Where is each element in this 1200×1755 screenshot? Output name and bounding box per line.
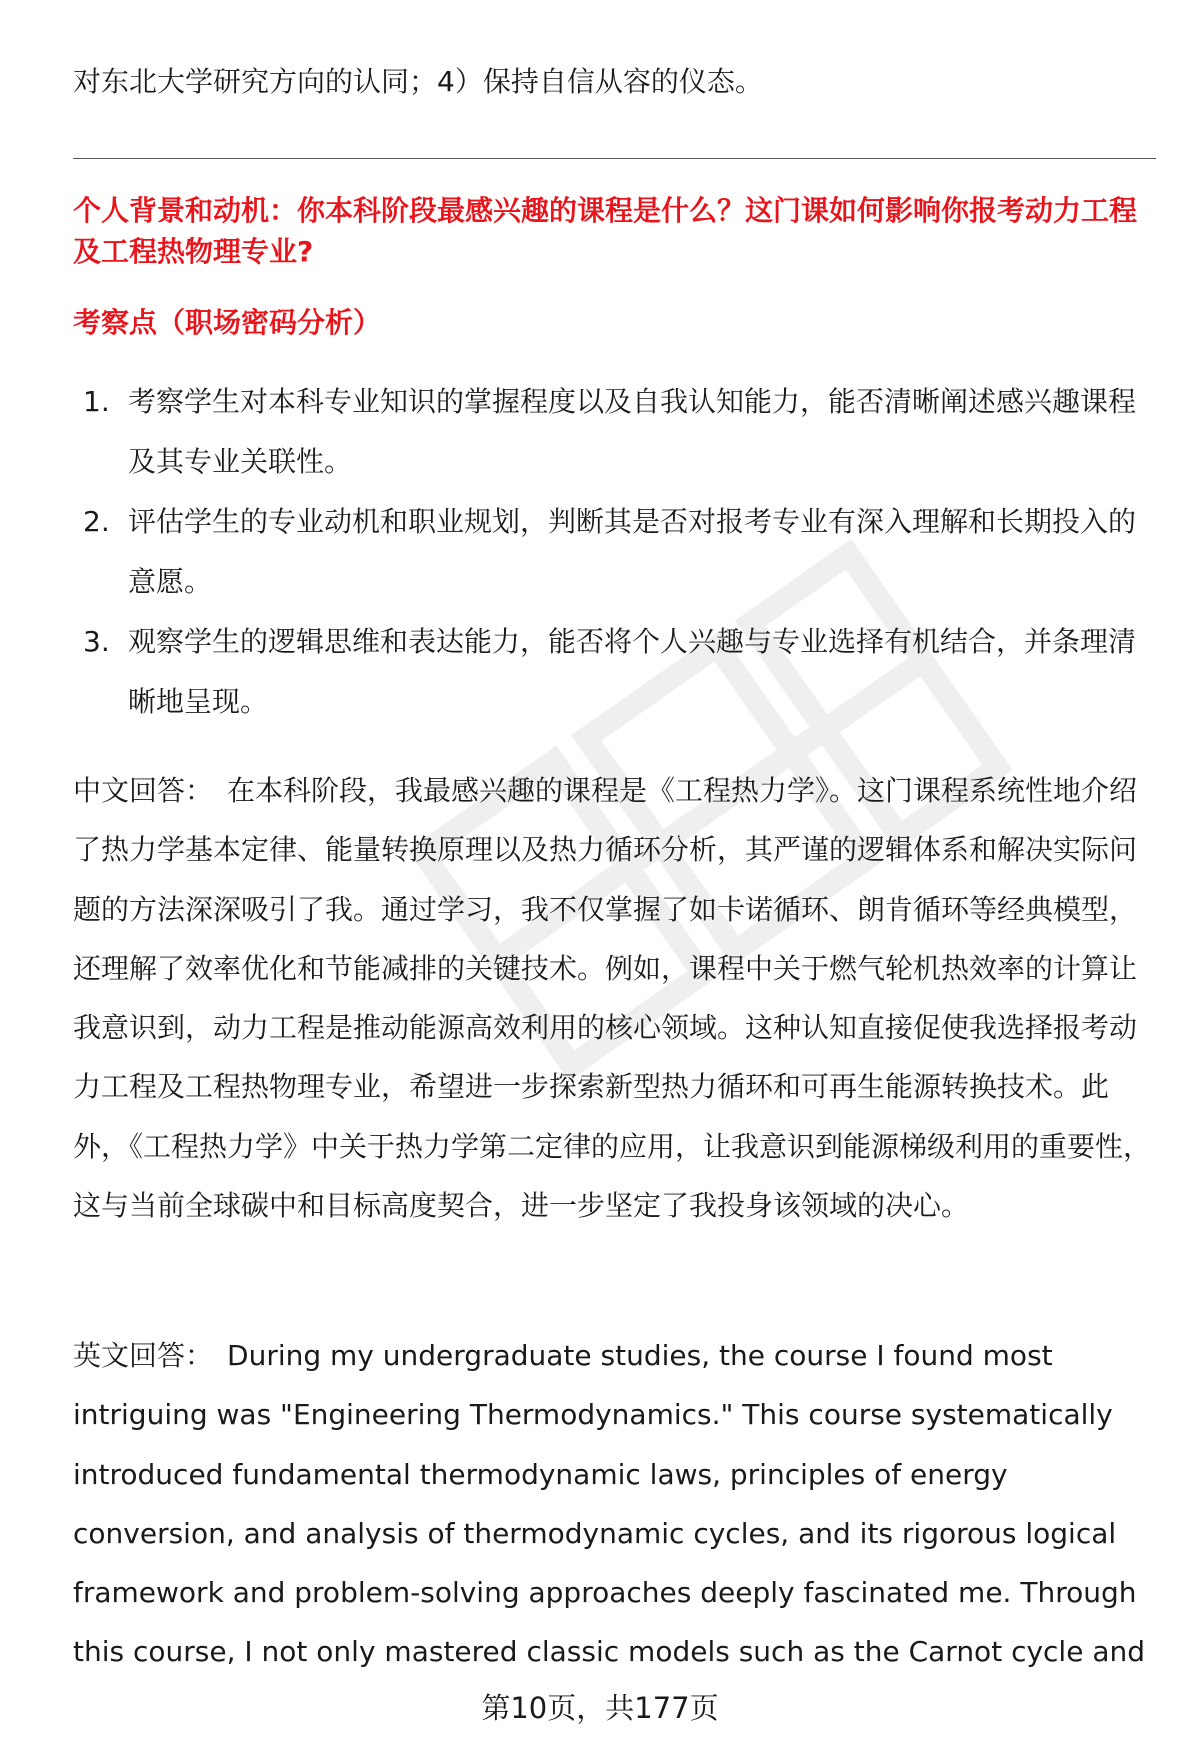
- list-item-text: 评估学生的专业动机和职业规划，判断其是否对报考专业有深入理解和长期投入的意愿。: [128, 505, 1137, 598]
- list-item-number: 2.: [83, 505, 110, 538]
- list-item: [73, 492, 1156, 612]
- assessment-points-heading: 考察点（职场密码分析）: [73, 306, 382, 339]
- previous-answer-tail: 对东北大学研究方向的认同；4）保持自信从容的仪态。: [73, 65, 763, 98]
- english-answer: [73, 1326, 1156, 1682]
- assessment-points-list: [73, 372, 1156, 732]
- list-item: [73, 612, 1156, 732]
- list-item-text: 考察学生对本科专业知识的掌握程度以及自我认知能力，能否清晰阐述感兴趣课程及其专业关联性。: [128, 385, 1137, 478]
- list-item-number: 3.: [83, 625, 110, 658]
- chinese-answer: [73, 761, 1156, 1235]
- section-divider: [73, 158, 1156, 159]
- question-heading: 个人背景和动机：你本科阶段最感兴趣的课程是什么？这门课如何影响你报考动力工程及工程热物理专业?: [73, 194, 1138, 268]
- list-item-text: 观察学生的逻辑思维和表达能力，能否将个人兴趣与专业选择有机结合，并条理清晰地呈现。: [128, 625, 1137, 718]
- chinese-answer-label: 中文回答：: [73, 774, 214, 807]
- list-item: [73, 372, 1156, 492]
- english-answer-label: 英文回答：: [73, 1339, 214, 1372]
- chinese-answer-text: 在本科阶段，我最感兴趣的课程是《工程热力学》。这门课程系统性地介绍了热力学基本定律、能量转换原理以及热力循环分析，其严谨的逻辑体系和解决实际问题的方法深深吸引了我。通过学习，我不仅掌握了如卡诺循环、朗肯循环等经典模型，还理解了效率优化和节能减排的关键技术。例如，课程中关于燃气轮机热效率的计算让我意识到，动力工程是推动能源高效利用的核心领域。这种认知直接促使我选择报考动力工程及工程热物理专业，希望进一步探索新型热力循环和可再生能源转换技术。此外，《工程热力学》中关于热力学第二定律的应用，让我意识到能源梯级利用的重要性，这与当前全球碳中和目标高度契合，进一步坚定了我投身该领域的决心。: [73, 774, 1152, 1223]
- list-item-number: 1.: [83, 385, 110, 418]
- page-number-footer: 第10页，共177页: [481, 1691, 719, 1725]
- english-answer-text: During my undergraduate studies, the course I found most intriguing was "Engineering Thermodynamics." This course systematically introduced fundamental thermodynamic laws, principles of energy conversion, and analysis of thermodynamic cycles, and its rigorous logical framework and problem-solving approaches deeply fascinated me. Through this course, I not only mastered classic models such as the Carnot cycle and: [73, 1339, 1146, 1669]
